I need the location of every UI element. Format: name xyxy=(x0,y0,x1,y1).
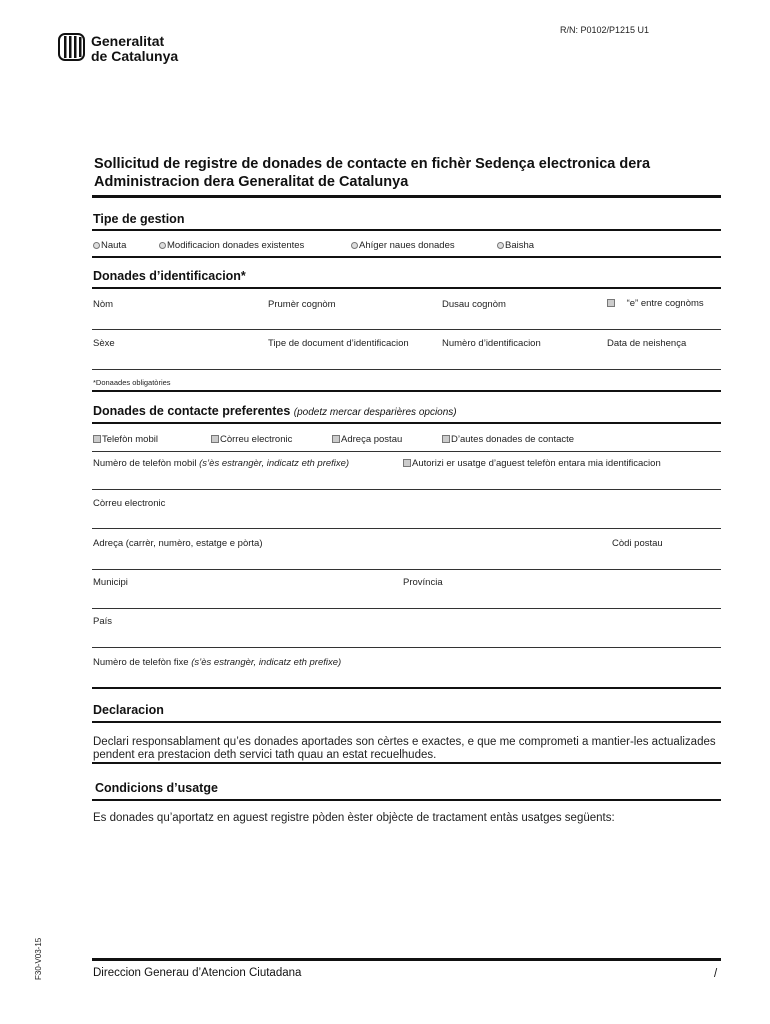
pais-field[interactable]: País xyxy=(93,616,113,627)
checkbox-icon xyxy=(332,435,340,443)
telefon-mobil-field[interactable] xyxy=(93,458,349,469)
checkbox-label: Adreça postau xyxy=(341,434,403,445)
data-neishenca-field[interactable]: Data de neishença xyxy=(607,338,687,349)
section-identificacion-heading: Donades d’identificacion* xyxy=(93,269,246,283)
page-mark: / xyxy=(714,968,718,980)
checkbox-icon xyxy=(403,459,411,467)
radio-label: Nauta xyxy=(101,240,127,251)
adreca-field[interactable]: Adreça (carrèr, numèro, estatge e pòrta) xyxy=(93,538,263,549)
radio-icon xyxy=(497,242,504,249)
footer-rule xyxy=(92,958,721,961)
obligatori-note: *Donaades obligatòries xyxy=(93,378,171,387)
divider xyxy=(92,256,721,258)
numero-identificacion-field[interactable]: Numèro d’identificacion xyxy=(442,338,541,349)
checkbox-icon xyxy=(211,435,219,443)
field-label: Numèro de telefòn mobil xyxy=(93,458,197,469)
condicions-text: Es donades qu’aportatz en aguest registre pòden èster objècte de tractament entàs usatges següents: xyxy=(93,812,615,824)
divider xyxy=(92,422,721,424)
divider xyxy=(92,569,721,570)
radio-label: Ahíger naues donades xyxy=(359,240,455,251)
provincia-field[interactable]: Província xyxy=(403,577,443,588)
contacte-heading-text: Donades de contacte preferentes xyxy=(93,404,291,418)
municipi-field[interactable]: Municipi xyxy=(93,577,128,588)
section-contacte-heading xyxy=(93,404,457,418)
section-condicions-heading: Condicions d’usatge xyxy=(95,781,218,795)
logo-line-1: Generalitat xyxy=(91,33,165,49)
divider xyxy=(92,287,721,289)
divider xyxy=(92,647,721,648)
generalitat-flag-icon xyxy=(58,33,85,61)
title-rule xyxy=(92,195,721,198)
radio-label: Modificacion donades existentes xyxy=(167,240,305,251)
checkbox-label: Telefòn mobil xyxy=(102,434,158,445)
checkbox-correu-electronic[interactable] xyxy=(211,434,292,445)
radio-modificacion[interactable] xyxy=(159,240,304,251)
checkbox-icon xyxy=(442,435,450,443)
codi-postau-field[interactable]: Còdi postau xyxy=(612,538,663,549)
form-code-side: F30-V03-15 xyxy=(34,937,43,980)
e-entre-cognoms-checkbox[interactable] xyxy=(607,298,704,309)
footer-department: Direccion Generau d’Atencion Ciutadana xyxy=(93,967,302,979)
dusau-cognom-field[interactable]: Dusau cognòm xyxy=(442,299,506,310)
checkbox-icon xyxy=(607,299,615,307)
divider xyxy=(92,369,721,370)
form-title: Sollicitud de registre de donades de contacte en fichèr Sedença electronica dera Administracion dera Generalitat de Catalunya xyxy=(94,156,651,190)
tipe-document-field[interactable]: Tipe de document d’identificacion xyxy=(268,338,409,349)
divider xyxy=(92,329,721,330)
generalitat-logo xyxy=(58,33,198,67)
section-tipe-gestion-heading: Tipe de gestion xyxy=(93,212,185,226)
checkbox-label: Còrreu electronic xyxy=(220,434,293,445)
logo-line-2: de Catalunya xyxy=(91,48,179,64)
divider xyxy=(92,451,721,452)
radio-icon xyxy=(93,242,100,249)
divider xyxy=(92,229,721,231)
radio-nauta[interactable] xyxy=(93,240,126,251)
nom-field[interactable]: Nòm xyxy=(93,299,114,310)
divider xyxy=(92,762,721,764)
prumer-cognom-field[interactable]: Prumèr cognòm xyxy=(268,299,336,310)
checkbox-icon xyxy=(93,435,101,443)
divider xyxy=(92,608,721,609)
checkbox-autorizi[interactable] xyxy=(403,458,661,469)
section-declaracion-heading: Declaracion xyxy=(93,703,164,717)
divider xyxy=(92,390,721,392)
telefon-fixe-field[interactable] xyxy=(93,657,341,668)
checkbox-label: Autorizi er usatge d’aguest telefòn entara mia identificacion xyxy=(412,458,661,469)
divider xyxy=(92,687,721,689)
checkbox-telefon-mobil[interactable] xyxy=(93,434,158,445)
radio-icon xyxy=(159,242,166,249)
radio-label: Baisha xyxy=(505,240,535,251)
divider xyxy=(92,489,721,490)
reference-number: R/N: P0102/P1215 U1 xyxy=(560,25,650,35)
divider xyxy=(92,721,721,723)
checkbox-label: D’autes donades de contacte xyxy=(451,434,575,445)
checkbox-autes-donades[interactable] xyxy=(442,434,574,445)
checkbox-label: “e” entre cognòms xyxy=(626,298,704,309)
field-note: (s’ès estrangèr, indicatz eth prefixe) xyxy=(199,458,350,469)
checkbox-adreca-postau[interactable] xyxy=(332,434,402,445)
radio-icon xyxy=(351,242,358,249)
field-label: Numèro de telefòn fixe xyxy=(93,657,189,668)
field-note: (s’ès estrangèr, indicatz eth prefixe) xyxy=(191,657,342,668)
divider xyxy=(92,799,721,801)
radio-ahiger[interactable] xyxy=(351,240,455,251)
declaracion-text: Declari responsablament qu’es donades aportades son cèrtes e exactes, e que me comprometi a mantier-les actualizades pendent era prestacion deth servici tath quau an estat recuelhudes. xyxy=(93,736,716,761)
divider xyxy=(92,528,721,529)
contacte-heading-note: (podetz mercar desparières opcions) xyxy=(293,407,457,418)
radio-baisha[interactable] xyxy=(497,240,534,251)
sexe-field[interactable]: Sèxe xyxy=(93,338,115,349)
correu-electronic-field[interactable]: Còrreu electronic xyxy=(93,498,166,509)
